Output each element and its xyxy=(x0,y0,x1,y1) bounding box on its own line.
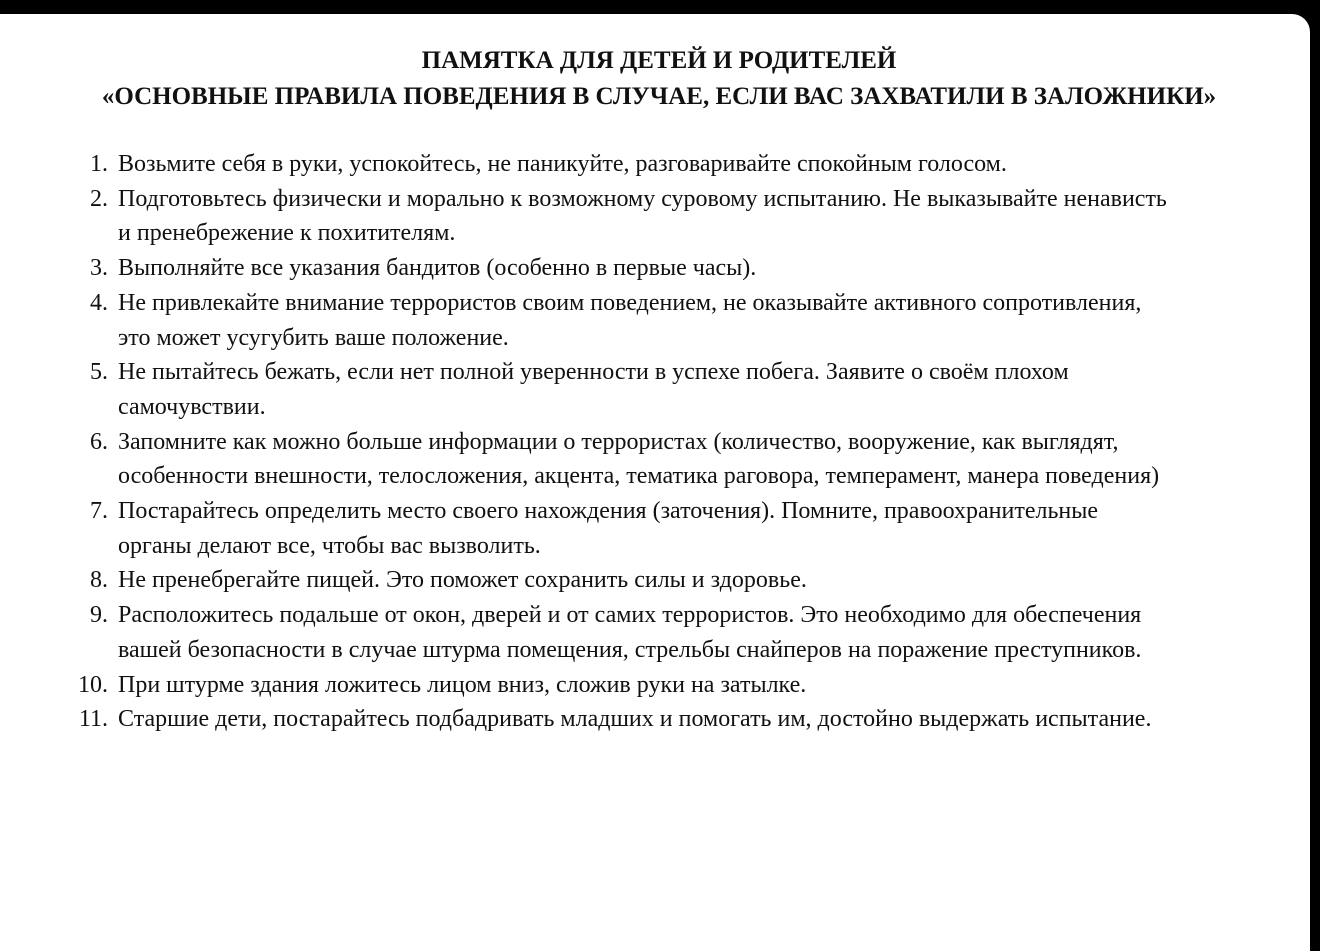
list-item xyxy=(0,598,1278,667)
list-item-text: Расположитесь подальше от окон, дверей и от самих террористов. Это необходимо для обеспечения xyxy=(118,602,1142,629)
list-item-text: Запомните как можно больше информации о террористах (количество, вооружение, как выглядят, xyxy=(118,428,1119,455)
list-item-text: это может усугубить ваше положение. xyxy=(118,324,509,351)
list-item-number: 11. xyxy=(78,706,108,733)
list-item-text: Подготовьтесь физически и морально к возможному суровому испытанию. Не выказывайте ненависть xyxy=(118,185,1167,212)
list-item xyxy=(0,147,1278,182)
list-item-text: Возьмите себя в руки, успокойтесь, не паникуйте, разговаривайте спокойным голосом. xyxy=(118,151,1007,177)
list-item-text: вашей безопасности в случае штурма помещения, стрельбы снайперов на поражение преступников. xyxy=(118,636,1142,663)
list-item xyxy=(0,182,1278,251)
list-item-text: Постарайтесь определить место своего нахождения (заточения). Помните, правоохранительные xyxy=(118,498,1099,525)
document-subtitle: «ОСНОВНЫЕ ПРАВИЛА ПОВЕДЕНИЯ В СЛУЧАЕ, ЕСЛИ ВАС ЗАХВАТИЛИ В ЗАЛОЖНИКИ» xyxy=(101,83,1217,110)
list-item-number: 4. xyxy=(90,289,108,316)
rules-list xyxy=(0,147,1278,737)
list-item-text: Не пытайтесь бежать, если нет полной уверенности в успехе побега. Заявите о своём плохом xyxy=(118,359,1069,386)
list-item-text: Выполняйте все указания бандитов (особенно в первые часы). xyxy=(118,255,757,282)
list-item-text: При штурме здания ложитесь лицом вниз, сложив руки на затылке. xyxy=(118,671,807,698)
list-item-text: особенности внешности, телосложения, акцента, тематика раговора, темперамент, манера поведения) xyxy=(118,463,1160,490)
list-item xyxy=(0,355,1278,424)
document-page xyxy=(0,14,1310,951)
list-item-number: 5. xyxy=(90,359,108,386)
list-item-text: и пренебрежение к похитителям. xyxy=(118,220,456,247)
list-item-text: Не привлекайте внимание террористов своим поведением, не оказывайте активного сопротивления, xyxy=(118,289,1142,316)
list-item-number: 9. xyxy=(90,602,108,629)
list-item xyxy=(0,251,1278,286)
list-item-number: 8. xyxy=(90,567,108,594)
list-item-number: 6. xyxy=(90,428,108,455)
list-item xyxy=(0,286,1278,355)
list-item xyxy=(0,563,1278,598)
list-item-number: 1. xyxy=(90,151,108,177)
list-item xyxy=(0,668,1278,703)
document-title: ПАМЯТКА ДЛЯ ДЕТЕЙ И РОДИТЕЛЕЙ xyxy=(421,47,897,74)
list-item-number: 3. xyxy=(90,255,108,282)
list-item xyxy=(0,425,1278,494)
list-item xyxy=(0,702,1278,737)
list-item-text: Не пренебрегайте пищей. Это поможет сохранить силы и здоровье. xyxy=(118,567,807,594)
list-item-number: 7. xyxy=(90,498,108,525)
list-item-number: 10. xyxy=(78,671,108,698)
list-item-text: органы делают все, чтобы вас вызволить. xyxy=(118,532,541,559)
list-item-text: Старшие дети, постарайтесь подбадривать младших и помогать им, достойно выдержать испытание. xyxy=(118,706,1152,733)
list-item xyxy=(0,494,1278,563)
list-item-number: 2. xyxy=(90,185,108,212)
list-item-text: самочувствии. xyxy=(118,393,266,420)
